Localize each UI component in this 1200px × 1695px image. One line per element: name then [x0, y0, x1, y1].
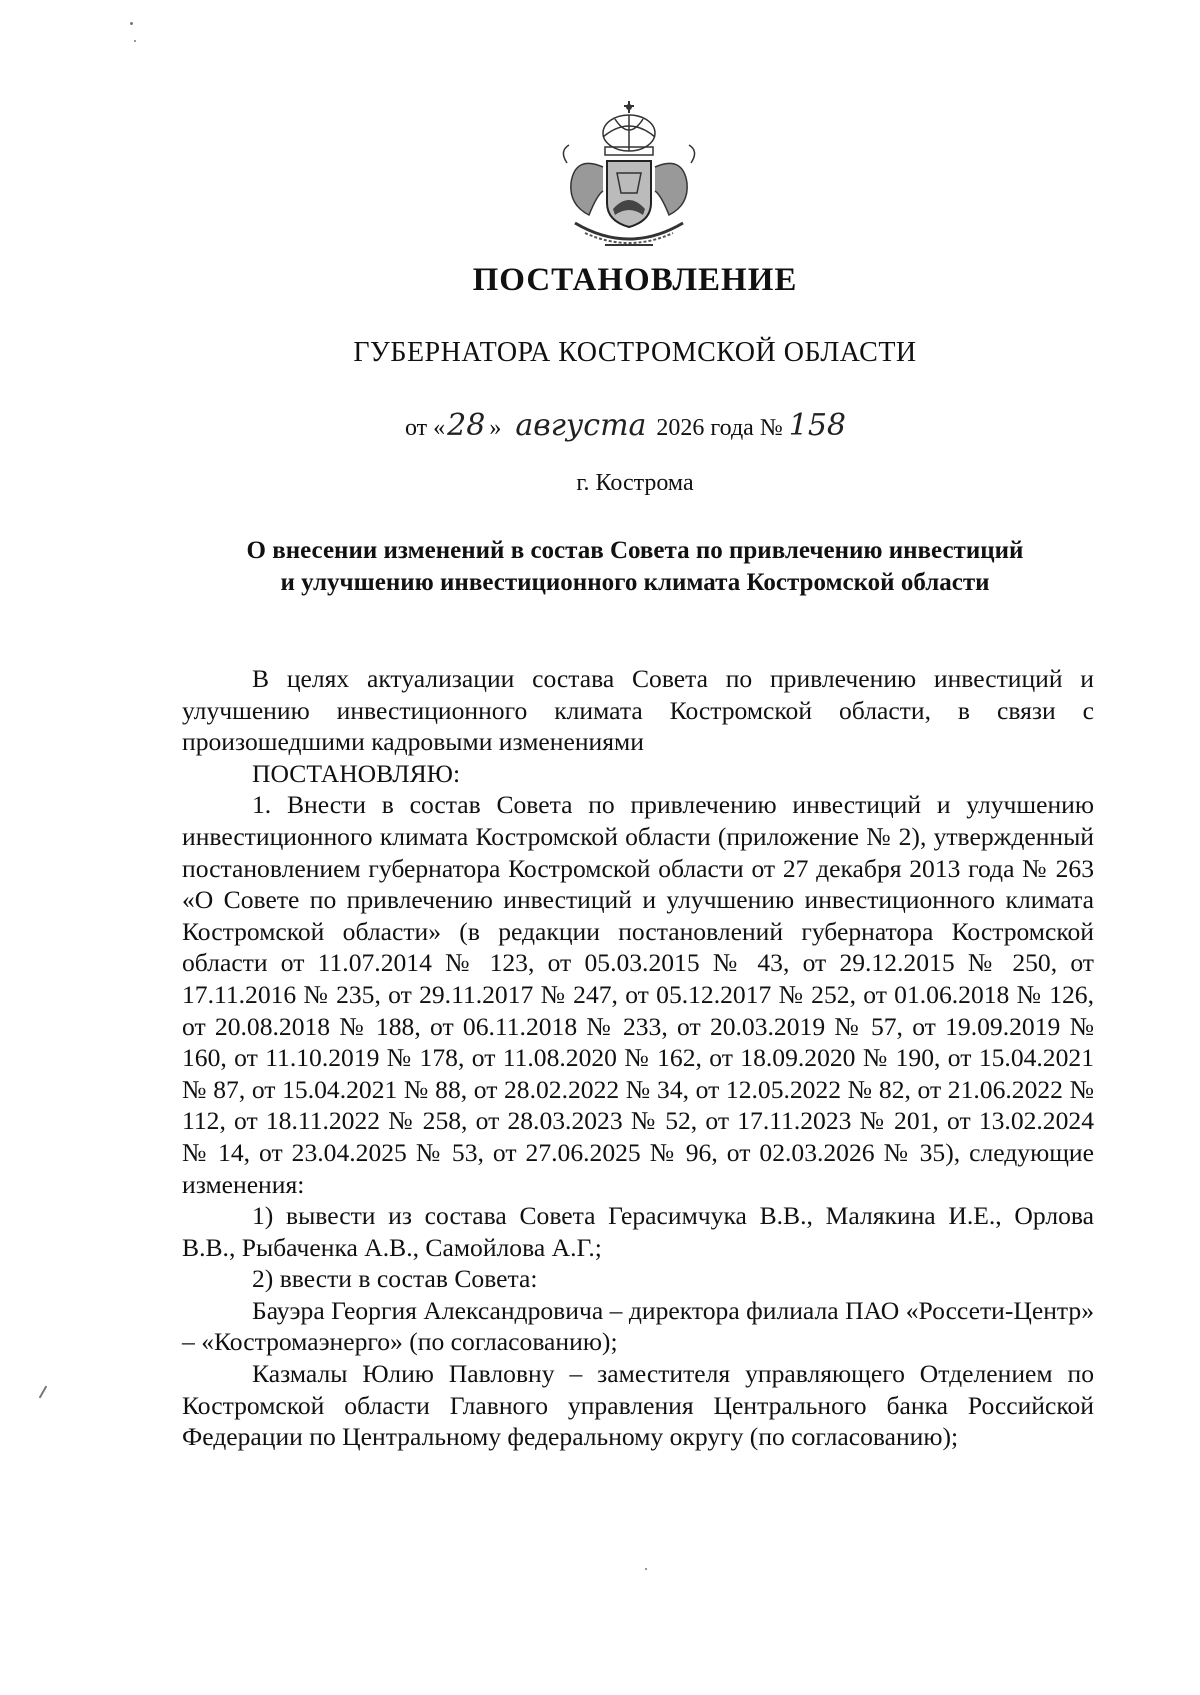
coat-of-arms-emblem — [545, 95, 713, 257]
document-heading — [175, 535, 1095, 599]
heading-line-2: и улучшению инвестиционного климата Костромской области — [280, 569, 990, 596]
date-quote-close: » — [489, 415, 502, 441]
date-line — [405, 408, 846, 443]
paragraph-item-1: 1. Внести в состав Совета по привлечению инвестиций и улучшению инвестиционного климата Костромской области (приложение № 2), утвержденный постановлением губернатора Костромской области от 27 декабря 2013 года № 263 «О Совете по привлечению инвестиций и улучшению инвестиционного климата Костромской области» (в редакции постановлений губернатора Костромской области от 11.07.2014 № 123, от 05.03.2015 № 43, от 29.12.2015 № 250, от 17.11.2016 № 235, от 29.11.2017 № 247, от 05.12.2017 № 252, от 01.06.2018 № 126, от 20.08.2018 № 188, от 06.11.2018 № 233, от 20.03.2019 № 57, от 19.09.2019 № 160, от 11.10.2019 № 178, от 11.08.2020 № 162, от 18.09.2020 № 190, от 15.04.2021 № 87, от 15.04.2021 № 88, от 28.02.2022 № 34, от 12.05.2022 № 82, от 21.06.2022 № 112, от 18.11.2022 № 258, от 28.03.2023 № 52, от 17.11.2023 № 201, от 13.02.2024 № 14, от 23.04.2025 № 53, от 27.06.2025 № 96, от 02.03.2026 № 35), следующие изменения: — [182, 790, 1094, 1199]
scan-speck — [645, 1568, 647, 1570]
scan-speck — [130, 22, 133, 25]
handwritten-day: 28 — [447, 408, 486, 443]
paragraph-subitem-2: 2) ввести в состав Совета: — [252, 1264, 538, 1294]
paragraph-resolve: ПОСТАНОВЛЯЮ: — [252, 758, 461, 788]
document-title: ПОСТАНОВЛЕНИЕ — [472, 262, 798, 298]
date-prefix: от « — [405, 415, 446, 441]
scan-speck — [134, 40, 136, 42]
paragraph-preamble: В целях актуализации состава Совета по привлечению инвестиций и улучшению инвестиционного климата Костромской области, в связи с произошедшими кадровыми изменениями — [182, 664, 1094, 757]
city-line: г. Кострома — [576, 470, 694, 496]
date-year: 2026 года № — [656, 415, 783, 441]
issuer-title: ГУБЕРНАТОРА КОСТРОМСКОЙ ОБЛАСТИ — [353, 337, 917, 368]
document-body — [182, 663, 1094, 1453]
handwritten-number: 158 — [788, 408, 846, 443]
heading-line-1: О внесении изменений в состав Совета по привлечению инвестиций — [246, 537, 1024, 564]
paragraph-member-kazmaly: Казмалы Юлию Павловну – заместителя управляющего Отделением по Костромской области Главного управления Центрального банка Российской Федерации по Центральному федеральному округу (по согласованию); — [182, 1359, 1094, 1452]
scan-speck — [39, 1385, 48, 1398]
paragraph-member-bauer: Бауэра Георгия Александровича – директора филиала ПАО «Россети-Центр» – «Костромаэнерго» (по согласованию); — [182, 1295, 1094, 1357]
paragraph-subitem-1: 1) вывести из состава Совета Герасимчука В.В., Малякина И.Е., Орлова В.В., Рыбаченка А.В., Самойлова А.Г.; — [182, 1201, 1094, 1262]
handwritten-month: августа — [515, 408, 647, 443]
